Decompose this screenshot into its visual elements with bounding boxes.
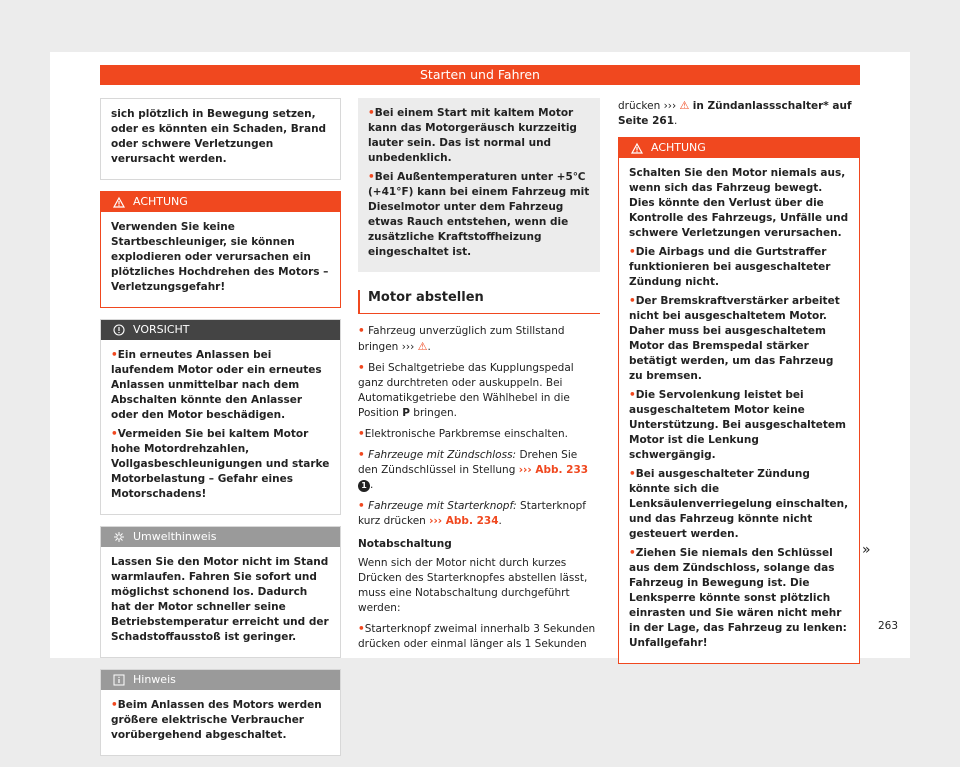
umwelt-text: Lassen Sie den Motor nicht im Stand warmlaufen. Fahren Sie sofort und möglichst schonend los. Dadurch hat der Motor schneller seine Betriebstemperatur erreicht und der Schadstoffausstoß ist geringer. [111,556,329,643]
column-left [100,98,341,767]
step-6: • Starterknopf zweimal innerhalb 3 Sekunden drücken oder einmal länger als 1 Sekunden [358,622,600,652]
intro-text: sich plötzlich in Bewegung setzen, oder es könnten ein Schaden, Brand oder schwere Verletzungen verursacht werden. [111,108,327,165]
warning-triangle-icon [113,197,125,208]
step-3: • Elektronische Parkbremse einschalten. [358,427,600,442]
achtung-text-2: Schalten Sie den Motor niemals aus, wenn sich das Fahrzeug bewegt. Dies könnte den Verlust über die Kontrolle des Fahrzeugs, Unfälle und schwere Verletzungen verursachen. [629,167,849,239]
grey-bullet-2: • Bei Außentemperaturen unter +5℃ (+41°F) kann bei einem Fahrzeug mit Dieselmotor unter dem Fahrzeug etwas Rauch entstehen, wenn die zusätzliche Kraftstoffheizung eingeschaltet ist. [368,170,590,260]
hinweis-header [101,670,340,690]
hinweis-bullet-1: • Beim Anlassen des Motors werden größere elektrische Verbraucher vorübergehend abgeschaltet. [111,698,330,743]
callout-number: 1 [358,480,370,492]
intro-box [100,98,341,180]
vorsicht-label: VORSICHT [133,323,190,336]
info-square-icon [113,674,125,686]
column-right [618,98,860,675]
achtung-header [101,192,340,212]
hinweis-label: Hinweis [133,673,176,686]
warning-triangle-icon[interactable]: ⚠ [679,99,690,112]
column-middle [358,98,600,658]
continuation-text: drücken ››› ⚠ in Zündanlassschalter* auf Seite 261. [618,99,852,127]
warning-triangle-icon [631,143,643,154]
leaf-icon [113,531,125,543]
umwelt-label: Umwelthinweis [133,530,217,543]
achtung-box [100,191,341,308]
achtung-bullet-5: • Ziehen Sie niemals den Schlüssel aus dem Zündschloss, solange das Fahrzeug in Bewegung ist. Die Lenksperre könnte sonst plötzlich einrasten und Sie wären nicht mehr in der Lage, das Fahrzeug zu lenken: Unfallgefahr! [629,546,849,651]
hinweis-box [100,669,341,756]
step-4: • Fahrzeuge mit Zündschloss: Drehen Sie den Zündschlüssel in Stellung ››› Abb. 233 1 . [358,448,600,493]
vorsicht-bullet-2: • Vermeiden Sie bei kaltem Motor hohe Motordrehzahlen, Vollgasbeschleunigungen und starke Motorbelastung – Gefahr eines Motorschadens! [111,427,330,502]
grey-bullet-1: • Bei einem Start mit kaltem Motor kann das Motorgeräusch kurzzeitig lauter sein. Das ist normal und unbedenklich. [368,106,590,166]
achtung-text: Verwenden Sie keine Startbeschleuniger, sie können explodieren oder verursachen ein plötzliches Hochdrehen des Motors – Verletzungsgefahr! [111,221,329,293]
warning-triangle-icon[interactable]: ⚠ [417,340,428,353]
section-title: Motor abstellen [358,290,600,314]
achtung-bullet-1: • Die Airbags und die Gurtstraffer funktionieren bei ausgeschalteter Zündung nicht. [629,245,849,290]
page-ref-link[interactable]: in Zündanlassschalter* auf Seite 261 [618,100,852,127]
step-2: • Bei Schaltgetriebe das Kupplungspedal ganz durchtreten oder auskuppeln. Bei Automatikgetriebe den Wählhebel in die Position P bringen. [358,361,600,421]
step-1: • Fahrzeug unverzüglich zum Stillstand bringen ››› ⚠. [358,324,600,355]
continue-mark: » [862,542,871,558]
subheading-notabschaltung: Notabschaltung [358,538,452,550]
achtung-bullet-3: • Die Servolenkung leistet bei ausgeschaltetem Motor keine Unterstützung. Bei ausgeschaltetem Motor ist die Lenkung schwergängig. [629,388,849,463]
achtung-bullet-4: • Bei ausgeschalteter Zündung könnte sich die Lenksäulenverriegelung einschalten, und das Fahrzeug könnte nicht gesteuert werden. [629,467,849,542]
achtung-box-2 [618,137,860,664]
vorsicht-box [100,319,341,515]
achtung-label-2: ACHTUNG [651,141,706,154]
grey-note-box [358,98,600,272]
achtung-label: ACHTUNG [133,195,188,208]
figure-ref-234[interactable]: ››› Abb. 234 [429,515,499,527]
umwelt-box [100,526,341,658]
achtung-header-2 [619,138,859,158]
chapter-header: Starten und Fahren [100,65,860,85]
step-5: • Fahrzeuge mit Starterknopf: Starterknopf kurz drücken ››› Abb. 234. [358,499,600,529]
figure-ref-233[interactable]: ››› Abb. 233 [518,464,589,476]
achtung-bullet-2: • Der Bremskraftverstärker arbeitet nicht bei ausgeschaltetem Motor. Daher muss bei ausgeschaltetem Motor das Bremspedal stärker betätigt werden, um das Fahrzeug zu bremsen. [629,294,849,384]
vorsicht-bullet-1: • Ein erneutes Anlassen bei laufendem Motor oder ein erneutes Anlassen unmittelbar nach dem Abschalten könnte den Anlasser oder den Motor beschädigen. [111,348,330,423]
page-number: 263 [878,620,899,632]
info-circle-icon [113,324,125,336]
umwelt-header [101,527,340,547]
vorsicht-header [101,320,340,340]
notabschaltung-text: Wenn sich der Motor nicht durch kurzes Drücken des Starterknopfes abstellen lässt, muss eine Notabschaltung durchgeführt werden: [358,557,588,614]
